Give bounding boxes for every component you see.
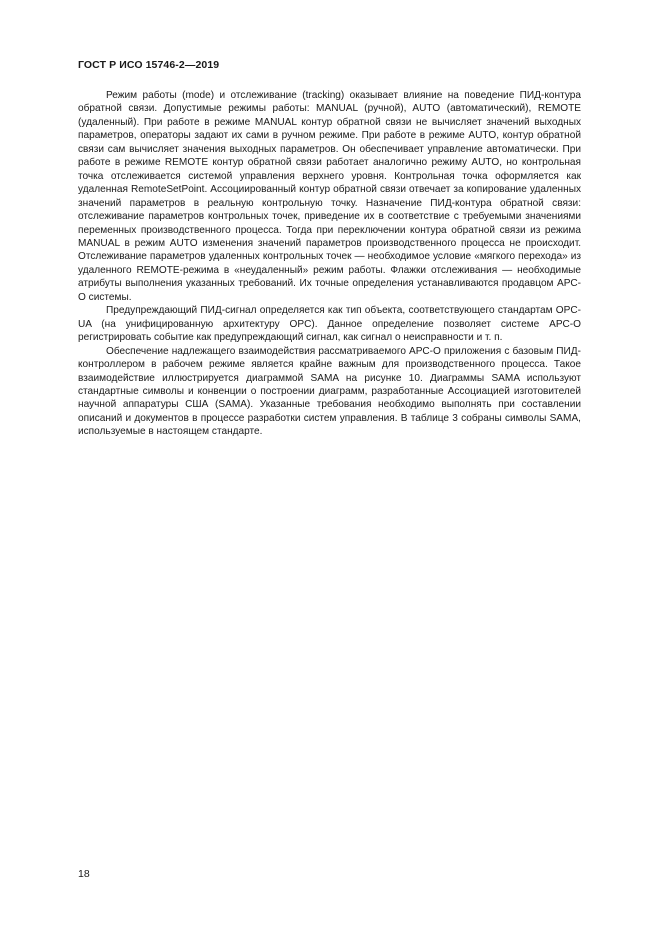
paragraph-mode-tracking: Режим работы (mode) и отслеживание (tracking) оказывает влияние на поведение ПИД-контура обратной связи. Допустимые режимы работы: MANUAL (ручной), AUTO (автоматический), REMOTE (удаленный). При работе в режиме MANUAL контур обратной связи не вычисляет значений выходных параметров, операторы задают их сами в ручном режиме. При работе в режиме AUTO, контур обратной связи сам вычисляет значения выходных параметров. Он обеспечивает управление автоматически. При работе в режиме REMOTE контур обратной связи работает аналогично режиму AUTO, но контрольная точка отслеживается системой управления верхнего уровня. Контрольная точка оформляется как удаленная RemoteSetPoint. Ассоциированный контур обратной связи отвечает за копирование удаленных значений параметров в реальную контрольную точку. Назначение ПИД-контура обратной связи: отслеживание параметров контрольных точек, приведение их в соответствие с требуемыми значениями переменных производственного процесса. Тогда при переключении контура обратной связи из режима MANUAL в режим AUTO изменения значений параметров производственного процесса не происходит. Отслеживание параметров удаленных контрольных точек — необходимое условие «мягкого перехода» из удаленного REMOTE-режима в «неудаленный» режим работы. Флажки отслеживания — необходимые атрибуты выполнения указанных требований. Их точные определения устанавливаются продавцом АРС-О системы.: [78, 90, 581, 303]
body-text: [78, 89, 581, 439]
paragraph-warning-signal: Предупреждающий ПИД-сигнал определяется как тип объекта, соответствующего стандартам OPC-UA (на унифицированную архитектуру OPC). Данное определение позволяет системе АРС-О регистрировать событие как предупреждающий сигнал, как сигнал о неисправности и т. п.: [78, 305, 581, 344]
paragraph-sama-diagram: Обеспечение надлежащего взаимодействия рассматриваемого АРС-О приложения с базовым ПИД-контроллером в рабочем режиме является крайне важным для производственного процесса. Такое взаимодействие иллюстрируется диаграммой SAMA на рисунке 10. Диаграммы SAMA используют стандартные символы и конвенции о построении диаграмм, разработанные Ассоциацией изготовителей научной аппаратуры США (SAMA). Указанные требования необходимо выполнять при составлении описаний и документов в процессе разработки систем управления. В таблице 3 собраны символы SAMA, используемые в настоящем стандарте.: [78, 345, 581, 438]
standard-header: ГОСТ Р ИСО 15746-2—2019: [78, 59, 220, 71]
page-number: 18: [78, 868, 90, 880]
